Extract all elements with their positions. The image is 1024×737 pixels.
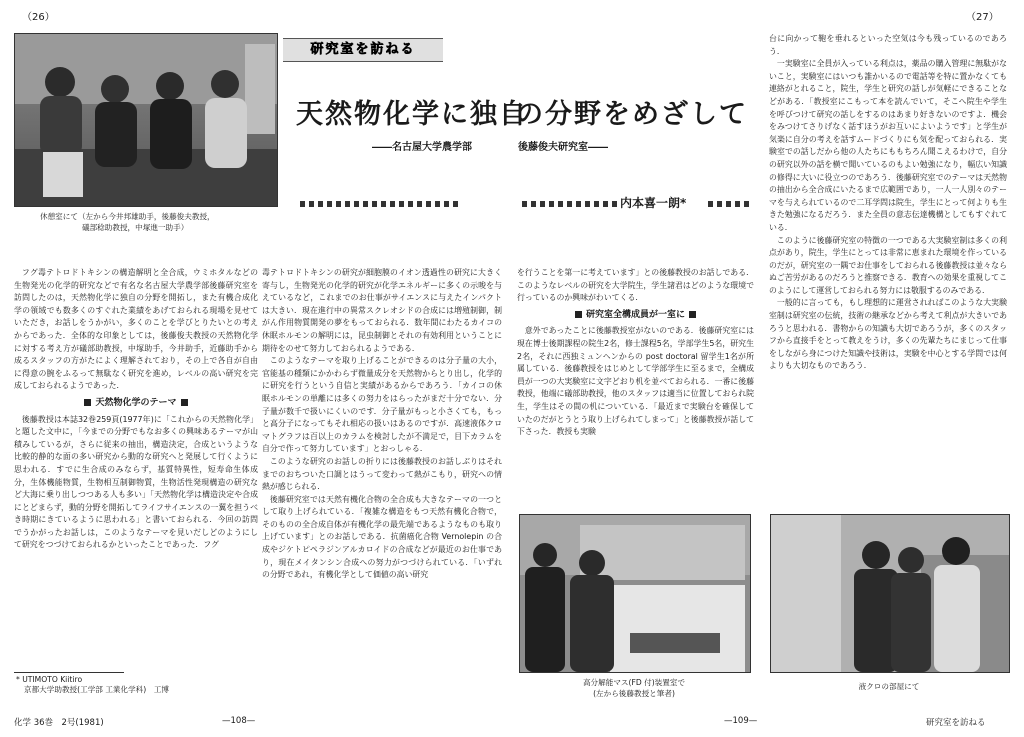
page-number-right: （27） — [966, 12, 999, 23]
square-bullet-icon — [689, 311, 696, 318]
photo-lounge-caption — [40, 211, 270, 233]
wavy-rule-left — [300, 201, 460, 207]
paragraph: このように後藤研究室の特徴の一つである大実験室制は多くの利点があり，院生，学生にとっては非常に恵まれた環境を作っているのだが，研究室の一隅でお仕事をしておられる後藤教授は並々ならぬご苦労があるのだろうと推察できる．教育への効果を重視してこのようにして運営しておられる努力には敬服するのみである． — [769, 235, 1007, 295]
caption-line: 休憩室にて（左から今井邦雄助手，後藤俊夫教授， — [40, 212, 215, 221]
journal-info: 化学 36巻 2号(1981) — [14, 718, 104, 728]
paragraph: このようなテーマを取り上げることができるのは分子量の大小，官能基の種類にかかわらず微量成分を天然物からとり出し，化学的に研究を行うという自信と実績があるからであろう．「カイコの休眠ホルモンの単離には多くの努力をはらったがまだ十分でない．分子量が数千で扱いにくいのです．分子量がもっと小さくても，もっと高分子になってもそれ相応の扱いはあるのですが．高速液体クロマトグラフは百以上のカラムを検討したが不満足で，目下カラムを自分で作って努力しています」とおっしゃる． — [262, 356, 502, 454]
paragraph: 一実験室に全員が入っている利点は，薬品の購入管理に無駄がないこと，実験室にはいつも誰かいるので電話等を特に置かなくても連絡がとれること，院生，学生と研究の話しが気軽にできることなどがある．「教授室にこもって本を読んでいて，そこへ院生や学生を呼びつけて研究の話しをするのはあまり好きないのですよ．機会をみつけてさりげなく話すほうがお互いによいようです」と学生が気楽に自分の考えを話すムードづくりにも気を配っておられる．実験室での話しだから他の人たちにももちろん聞こえるわけで，自分の研究以外の話を横で聞いているのもよい勉強になり，幅広い知識の修得に大いに役立つのであろう．後藤研究室でのテーマは天然物の抽出から全合成にいたるまで広範囲であり，一人一人別々のテーマを与えられているので二耳学問は院生，学生にとって何よりも生きた勉強になるだろう．また全員の意志伝達機構としてもすぐれている． — [769, 59, 1007, 232]
paragraph: 台に向かって鞄を垂れるといった空気は今も残っているのであろう． — [769, 34, 1007, 56]
square-bullet-icon — [575, 311, 582, 318]
section-heading — [14, 397, 258, 410]
text-column-2 — [262, 267, 502, 703]
wavy-rule-right — [708, 201, 752, 207]
section-heading-text: 研究室全構成員が一室に — [585, 309, 685, 320]
paragraph: 後藤研究室では天然有機化合物の全合成も大きなテーマの一つとして取り上げられている．「複雑な構造をもつ天然有機化合物で，そのものの全合成自体が有機化学の最先端であるようなものも取り上げています」とのお話しである．抗菌癌化合物 Vernolepin の合成やジケトピペラジンアルカロイドの合成などが最近のお仕事であり，現在メイタンシン合成への努力がつづけられている．「いずれの分野であれ，有機化学として価値の高い研究 — [262, 494, 502, 580]
paragraph: 意外であったことに後藤教授室がないのである．後藤研究室には現在博士後期課程の院生2名，修士課程5名，学部学生5名，研究生2名，それに西独ミュンヘンからの post doctoral 留学生1名が所属している．後藤教授をはじめとして学部学生に至るまで，全構成員が一つの大実験室に文字どおり机を並べておられる．一番に後藤教授，他端に礒部助教授，他のスタッフは適当に位置しておられ院生，学生はその間の机についている．「最近まで実験台を確保していたのだがとうとう取り上げられてしまって」と後藤教授が話して下さった．教授も実験 — [517, 326, 754, 437]
footnote — [16, 675, 169, 695]
square-bullet-icon — [84, 399, 91, 406]
photo-lc-room-image — [771, 515, 1009, 672]
photo-lounge-image — [15, 34, 277, 206]
article-title-part2: の分野をめざして — [516, 99, 748, 130]
kicker-banner — [283, 38, 443, 62]
text-column-4 — [769, 33, 1007, 498]
caption-line: (左から後藤教授と筆者) — [593, 689, 675, 698]
paragraph: を行うことを第一に考えています」との後藤教授のお話しである．このようなレベルの研究を大学院生，学生諸君はどのような環境で行っているのか興味がわいてくる． — [517, 268, 754, 303]
footnote-name: * UTIMOTO Kiitiro — [16, 675, 83, 684]
photo-lc-room-caption: 液クロの部屋にて — [858, 682, 920, 691]
footer-page-left: —108— — [222, 716, 256, 726]
paragraph: フグ毒テトロドトキシンの構造解明と全合成，ウミホタルなどの生物発光の化学的研究などで有名な名古屋大学農学部後藤研究室を訪問したのは，天然物化学に独自の分野を開拓し，また有機合成化学の領域でも数多くのすぐれた業績をあげておられる現場を見せていただき，お話しをうかがい，多くのことを学びとりたいとの考えからであった．全体的な印象としては，後藤俊夫教授の天然物化学に対する考え方が礒部助教授，中塚助手，今井助手，近藤助手から成るスタッフの方がたによく理解されており，その上で各自が自由に得意の腕をふるって無駄なく研究を進め，レベルの高い研究を完成しておられるようであった． — [14, 268, 258, 391]
wavy-rule-mid — [522, 201, 618, 207]
photo-mass-spec-room — [519, 514, 751, 673]
affiliation-right: 後藤俊夫研究室―― — [518, 142, 608, 153]
section-heading — [517, 309, 754, 322]
caption-line: 礒部稔助教授，中塚進一助手） — [82, 223, 189, 232]
photo-mass-spec-image — [520, 515, 750, 672]
footnote-rule — [14, 672, 124, 673]
photo-lc-room — [770, 514, 1010, 673]
caption-line: 高分解能マス(FD 付)装置室で — [582, 678, 686, 687]
author-name: 内本喜一朗* — [620, 196, 687, 210]
page-number-left: （26） — [22, 12, 55, 23]
text-column-1 — [14, 267, 258, 669]
paragraph: 後藤教授は本誌32巻259頁(1977年)に「これからの天然物化学」と題した文中に，「今までの分野でもなお多くの興味あるテーマが山積みしているが，さらに従来の抽出，構造決定，合成というような比較的静的な面の多い研究から動的な研究へと発展して行くように思われる．すでに生合成のみならず，基質特異性，短寿命生体成分，生体機能物質，生物相互制御物質，生物活性発現構造の研究など大海に乗り出しつつある人も多い」「天然物化学は構造決定や合成にとどまらず，動的分野を開拓してライフサイエンスの一翼を担うべき時期にきているように思われる」と書いておられる．今回の訪問でうかがったお話しは，このようなテーマを見いだしどのようにして研究をつづけておられるかといったことであった．フグ — [14, 414, 258, 550]
kicker-text: 研究室を訪ねる — [310, 42, 416, 57]
paragraph: このような研究のお話しの折りには後藤教授のお話しぶりはそれまでのおちついた口調とはうって変わって熱がこもり，研究への情熱が感じられる． — [262, 456, 502, 492]
section-name: 研究室を訪ねる — [926, 718, 986, 728]
affiliation-left: ――名古屋大学農学部 — [372, 142, 472, 153]
photo-lounge — [14, 33, 278, 207]
paragraph: 一般的に言っても，もし理想的に運営されればこのような大実験室制は研究室の伝統，技術の継承などから考えて利点が大きいであろうと思われる．書物からの知識も大切であろうが，多くのスタッフから直接手をとって教えをうけ，多くの先輩たちにまじって仕事をしながら身につけた知識や技術は，実験を中心とする学問では何よりも大切なものであろう． — [769, 298, 1007, 371]
paragraph: 毒テトロドトキシンの研究が細胞膜のイオン透過性の研究に大きく寄与し，生物発光の化学的研究が化学エネルギーに多くの示唆を与えているなど，これまでのお仕事がサイエンスに与えたインパクトは大きい．現在進行中の異常スクレオシドの合成には増殖制御，制がん作用物質開発の夢をもっておられる．数年間にわたるカイコの休眠ホルモンの解明には，昆虫制御とそれの有効利用ということに期待をのせて努力しておられるようである． — [262, 268, 502, 353]
square-bullet-icon — [181, 399, 188, 406]
footnote-affiliation: 京都大学助教授(工学部 工業化学科) 工博 — [24, 685, 170, 694]
text-column-3 — [517, 267, 754, 499]
footer-page-right: —109— — [724, 716, 758, 726]
section-heading-text: 天然物化学のテーマ — [95, 397, 177, 408]
photo-mass-spec-caption — [519, 677, 749, 699]
article-title-part1: 天然物化学に独自 — [296, 99, 528, 130]
